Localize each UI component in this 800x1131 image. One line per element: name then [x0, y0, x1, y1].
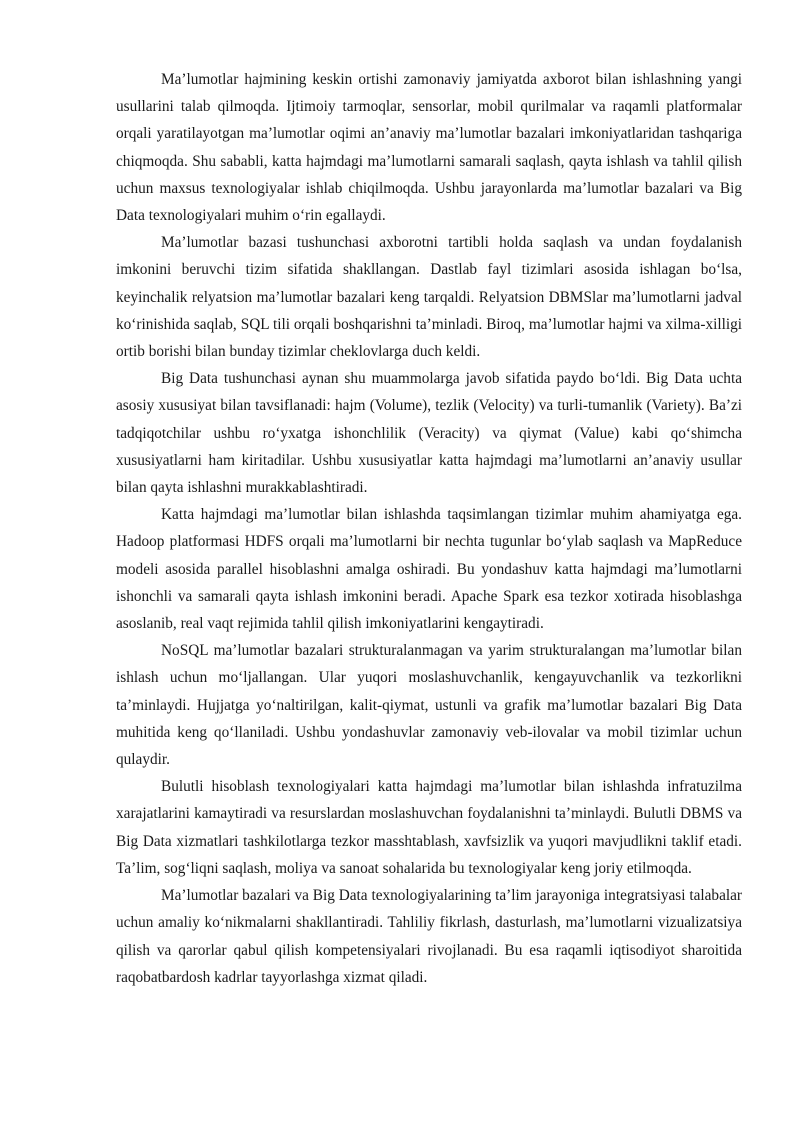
paragraph-4: Katta hajmdagi ma’lumotlar bilan ishlashda taqsimlangan tizimlar muhim ahamiyatga ega. Hadoop platformasi HDFS orqali ma’lumotlarni bir nechta tugunlar bo‘ylab saqlash va MapReduce modeli asosida parallel hisoblashni amalga oshiradi. Bu yondashuv katta hajmdagi ma’lumotlarni ishonchli va samarali qayta ishlash imkonini beradi. Apache Spark esa tezkor xotirada hisoblashga asoslanib, real vaqt rejimida tahlil qilish imkoniyatlarini kengaytiradi.	[116, 506, 742, 633]
document-body	[116, 66, 742, 991]
paragraph-5: NoSQL ma’lumotlar bazalari strukturalanmagan va yarim strukturalangan ma’lumotlar bilan ishlash uchun mo‘ljallangan. Ular yuqori moslashuvchanlik, kengayuvchanlik va tezkorlikni ta’minlaydi. Hujjatga yo‘naltirilgan, kalit-qiymat, ustunli va grafik ma’lumotlar bazalari Big Data muhitida keng qo‘llaniladi. Ushbu yondashuvlar zamonaviy veb-ilovalar va mobil tizimlar uchun qulaydir.	[116, 642, 742, 769]
paragraph-6: Bulutli hisoblash texnologiyalari katta hajmdagi ma’lumotlar bilan ishlashda infratuzilma xarajatlarini kamaytiradi va resurslardan moslashuvchan foydalanishni ta’minlaydi. Bulutli DBMS va Big Data xizmatlari tashkilotlarga tezkor masshtablash, xavfsizlik va yuqori mavjudlikni taklif etadi. Ta’lim, sog‘liqni saqlash, moliya va sanoat sohalarida bu texnologiyalar keng joriy etilmoqda.	[116, 778, 742, 877]
paragraph-3: Big Data tushunchasi aynan shu muammolarga javob sifatida paydo bo‘ldi. Big Data uchta asosiy xususiyat bilan tavsiflanadi: hajm (Volume), tezlik (Velocity) va turli-tumanlik (Variety). Ba’zi tadqiqotchilar ushbu ro‘yxatga ishonchlilik (Veracity) va qiymat (Value) kabi qo‘shimcha xususiyatlarni ham kiritadilar. Ushbu xususiyatlar katta hajmdagi ma’lumotlarni an’anaviy usullar bilan qayta ishlashni murakkablashtiradi.	[116, 370, 742, 497]
paragraph-2: Ma’lumotlar bazasi tushunchasi axborotni tartibli holda saqlash va undan foydalanish imkonini beruvchi tizim sifatida shakllangan. Dastlab fayl tizimlari asosida ishlagan bo‘lsa, keyinchalik relyatsion ma’lumotlar bazalari keng tarqaldi. Relyatsion DBMSlar ma’lumotlarni jadval ko‘rinishida saqlab, SQL tili orqali boshqarishni ta’minladi. Biroq, ma’lumotlar hajmi va xilma-xilligi ortib borishi bilan bunday tizimlar cheklovlarga duch keldi.	[116, 234, 742, 361]
paragraph-7: Ma’lumotlar bazalari va Big Data texnologiyalarining ta’lim jarayoniga integratsiyasi talabalar uchun amaliy ko‘nikmalarni shakllantiradi. Tahliliy fikrlash, dasturlash, ma’lumotlarni vizualizatsiya qilish va qarorlar qabul qilish kompetensiyalari rivojlanadi. Bu esa raqamli iqtisodiyot sharoitida raqobatbardosh kadrlar tayyorlashga xizmat qiladi.	[116, 887, 742, 986]
paragraph-1: Ma’lumotlar hajmining keskin ortishi zamonaviy jamiyatda axborot bilan ishlashning yangi usullarini talab qilmoqda. Ijtimoiy tarmoqlar, sensorlar, mobil qurilmalar va raqamli platformalar orqali yaratilayotgan ma’lumotlar oqimi an’anaviy ma’lumotlar bazalari imkoniyatlaridan tashqariga chiqmoqda. Shu sababli, katta hajmdagi ma’lumotlarni samarali saqlash, qayta ishlash va tahlil qilish uchun maxsus texnologiyalar ishlab chiqilmoqda. Ushbu jarayonlarda ma’lumotlar bazalari va Big Data texnologiyalari muhim o‘rin egallaydi.	[116, 71, 742, 225]
